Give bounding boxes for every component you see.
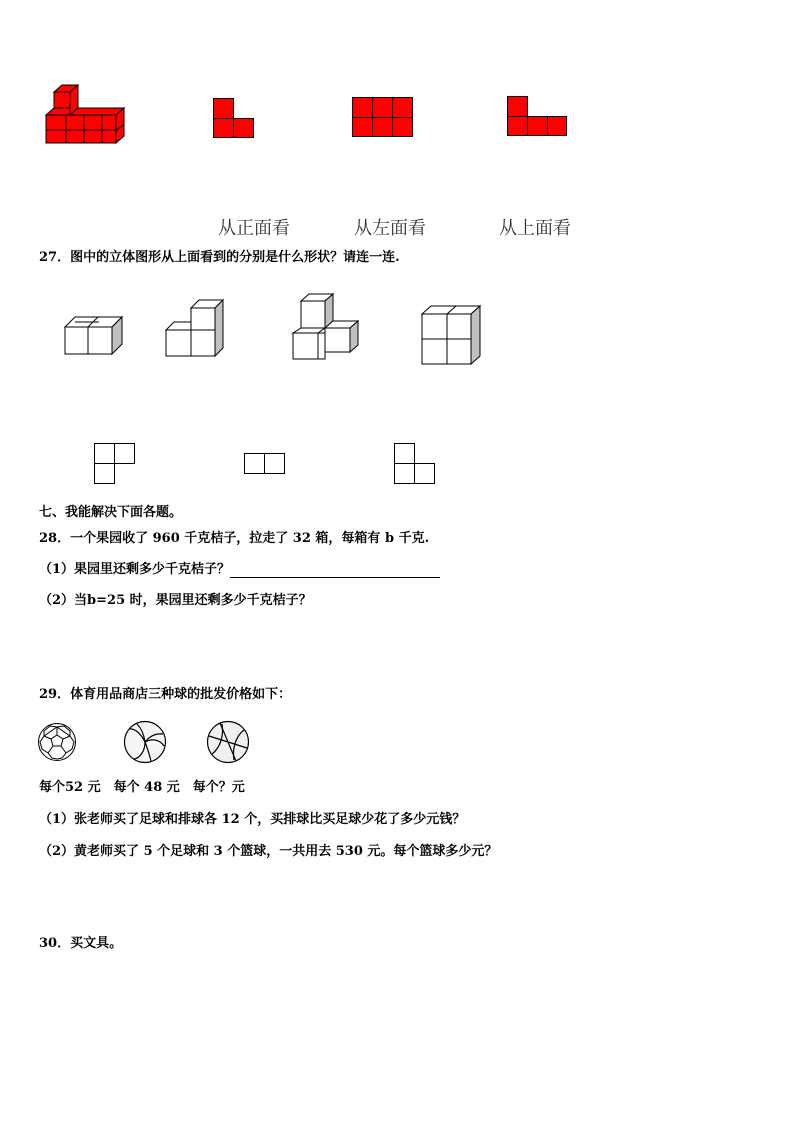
view-label-front: 从正面看 bbox=[218, 218, 290, 239]
question-29-part-2: （2）黄老师买了 5 个足球和 3 个篮球，一共用去 530 元。每个篮球多少元？ bbox=[39, 844, 498, 859]
solid-c-cubes bbox=[292, 293, 362, 361]
question-29: 29．体育用品商店三种球的批发价格如下： bbox=[39, 687, 292, 702]
plan-option-1 bbox=[94, 443, 136, 485]
question-28-part-2: （2）当b=25 时，果园里还剩多少千克桔子？ bbox=[39, 593, 312, 608]
top-view-shape bbox=[507, 96, 569, 138]
question-29-part-1: （1）张老师买了足球和排球各 12 个，买排球比买足球少花了多少元钱？ bbox=[39, 812, 466, 827]
question-28-part-1-text: （1）果园里还剩多少千克桔子？ bbox=[39, 562, 231, 577]
front-view-shape bbox=[213, 98, 255, 140]
section-7-title: 七、我能解决下面各题。 bbox=[39, 505, 183, 520]
solid-d-cubes bbox=[421, 305, 483, 367]
soccer-ball-icon bbox=[37, 722, 77, 762]
red-solid-3d bbox=[44, 84, 126, 146]
plan-option-3 bbox=[394, 443, 436, 485]
answer-line[interactable] bbox=[230, 563, 440, 578]
view-label-left: 从左面看 bbox=[354, 218, 426, 239]
volleyball-icon bbox=[123, 720, 167, 764]
left-view-shape bbox=[352, 97, 414, 139]
solid-b-cubes bbox=[165, 298, 227, 358]
question-27: 27．图中的立体图形从上面看到的分别是什么形状？请连一连. bbox=[39, 250, 400, 265]
question-30: 30．买文具。 bbox=[39, 936, 123, 951]
view-label-top: 从上面看 bbox=[499, 218, 571, 239]
basketball-icon bbox=[206, 720, 250, 764]
solid-a-cubes bbox=[64, 313, 126, 357]
ball-prices: 每个52 元 每个 48 元 每个？元 bbox=[39, 780, 245, 795]
plan-option-2 bbox=[244, 453, 286, 475]
question-28-part-1 bbox=[39, 562, 440, 578]
question-28: 28．一个果园收了 960 千克桔子，拉走了 32 箱，每箱有 b 千克. bbox=[39, 531, 430, 546]
